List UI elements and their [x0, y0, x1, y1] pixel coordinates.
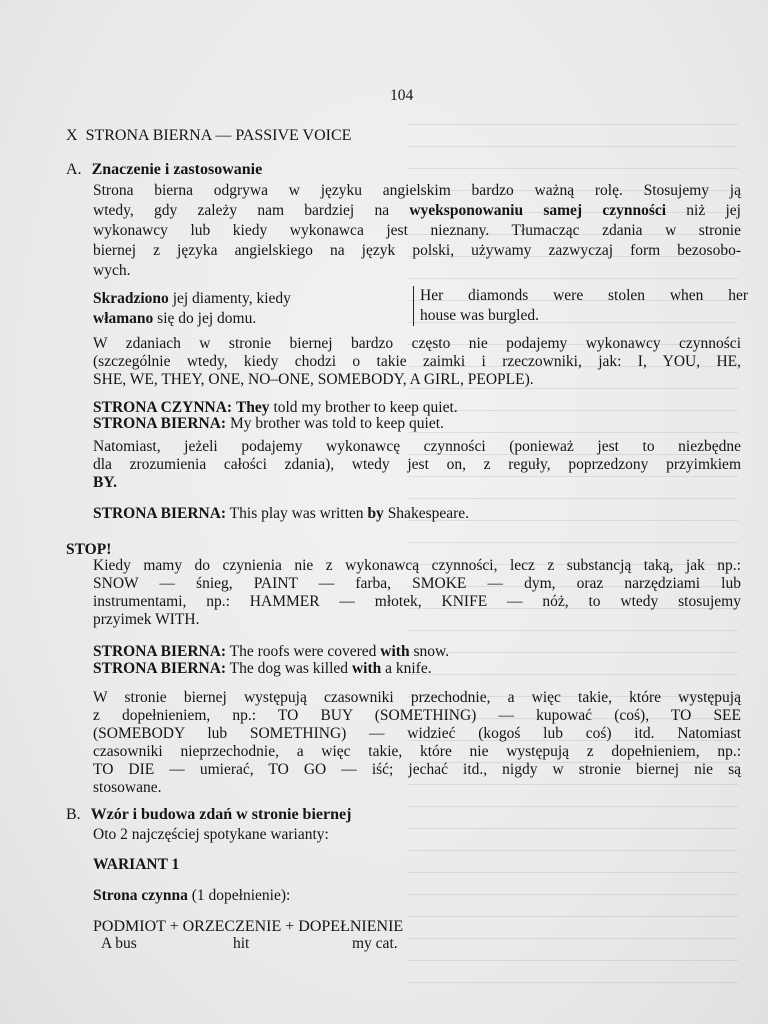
active-voice-note: Strona czynna (1 dopełnienie):: [93, 887, 291, 904]
section-b-intro: Oto 2 najczęściej spotykane warianty:: [93, 826, 329, 843]
text-line: dla zrozumienia całości zdania), wtedy jest on, z reguły, poprzedzony przyimkiem: [93, 456, 741, 473]
example-polish-line-1: Skradziono jej diamenty, kiedy: [93, 290, 291, 307]
formula-example-subject: A bus: [101, 935, 137, 952]
text-line: stosowane.: [93, 779, 162, 796]
with-example-1: STRONA BIERNA: The roofs were covered with snow.: [93, 643, 450, 660]
section-a-paragraph-2: [93, 335, 741, 389]
chapter-heading: [66, 127, 351, 145]
page-number: 104: [390, 87, 414, 104]
transitive-verbs-paragraph: [93, 689, 741, 797]
chapter-title: STRONA BIERNA — PASSIVE VOICE: [85, 127, 352, 144]
stop-paragraph: [93, 557, 741, 629]
text-line: TO DIE — umierać, TO GO — iść; jechać itd., nigdy w stronie biernej nie są: [93, 761, 741, 778]
text-line: W stronie biernej występują czasowniki przechodnie, a więc takie, które występują: [93, 689, 741, 706]
text-line: instrumentami, np.: HAMMER — młotek, KNIFE — nóż, to wtedy stosujemy: [93, 593, 741, 610]
text-line: SHE, WE, THEY, ONE, NO–ONE, SOMEBODY, A GIRL, PEOPLE).: [93, 371, 534, 388]
passive-voice-example: STRONA BIERNA: My brother was told to keep quiet.: [93, 415, 444, 432]
formula-example-verb: hit: [233, 935, 250, 952]
section-a-title: Znaczenie i zastosowanie: [91, 161, 263, 178]
sentence-formula: PODMIOT + ORZECZENIE + DOPEŁNIENIE: [93, 918, 404, 935]
text-line: SNOW — śnieg, PAINT — farba, SMOKE — dym, oraz narzędziami lub: [93, 575, 741, 592]
with-example-2: STRONA BIERNA: The dog was killed with a knife.: [93, 660, 432, 677]
example-polish: [93, 289, 413, 329]
text-line: (szczególnie wtedy, kiedy chodzi o takie zaimki i rzeczowniki, jak: I, YOU, HE,: [93, 353, 741, 370]
text-line: Strona bierna odgrywa w języku angielskim bardzo ważną rolę. Stosujemy ją: [93, 182, 741, 199]
by-example: STRONA BIERNA: This play was written by Shakespeare.: [93, 505, 470, 522]
text-line: Kiedy mamy do czynienia nie z wykonawcą czynności, lecz z substancją taką, jak np.:: [93, 557, 741, 574]
section-a-heading: [66, 161, 262, 179]
section-b-heading: [66, 806, 351, 824]
active-voice-example: STRONA CZYNNA: They told my brother to keep quiet.: [93, 399, 458, 416]
text-line: biernej z języka angielskiego na język polski, używamy zazwyczaj form bezosobo-: [93, 242, 741, 259]
chapter-number: X: [66, 127, 78, 144]
variant-label: WARIANT 1: [93, 856, 180, 873]
text-line: czasowniki nieprzechodnie, a więc takie, które nie występują z dopełnieniem, np.:: [93, 743, 741, 760]
text-line: z dopełnieniem, np.: TO BUY (SOMETHING) — kupować (coś), TO SEE: [93, 707, 741, 724]
formula-example-object: my cat.: [352, 935, 398, 952]
example-polish-line-2: włamano się do jej domu.: [93, 310, 257, 327]
text-line: przyimek WITH.: [93, 611, 200, 628]
text-line: wych.: [93, 262, 131, 279]
stop-heading: STOP!: [66, 541, 112, 558]
section-b-title: Wzór i budowa zdań w stronie biernej: [90, 806, 352, 823]
text-line: W zdaniach w stronie biernej bardzo często nie podajemy wykonawcy czynności: [93, 335, 741, 352]
section-b-marker: B.: [66, 806, 81, 823]
example-english-line-2: house was burgled.: [420, 307, 539, 324]
example-english-line-1: Her diamonds were stolen when her: [420, 287, 748, 304]
section-a-paragraph-3: [93, 438, 741, 474]
by-keyword: BY.: [93, 474, 117, 491]
example-english: [413, 286, 748, 326]
text-line: (SOMEBODY lub SOMETHING) — widzieć (kogoś lub coś) itd. Natomiast: [93, 725, 741, 742]
section-a-paragraph-1: [93, 181, 741, 281]
text-line: wtedy, gdy zależy nam bardziej na wyeksponowaniu samej czynności niż jej: [93, 202, 741, 219]
text-line: wykonawcy lub kiedy wykonawca jest nieznany. Tłumacząc zdania w stronie: [93, 222, 741, 239]
section-a-marker: A.: [66, 161, 82, 178]
text-line: Natomiast, jeżeli podajemy wykonawcę czynności (ponieważ jest to niezbędne: [93, 438, 741, 455]
